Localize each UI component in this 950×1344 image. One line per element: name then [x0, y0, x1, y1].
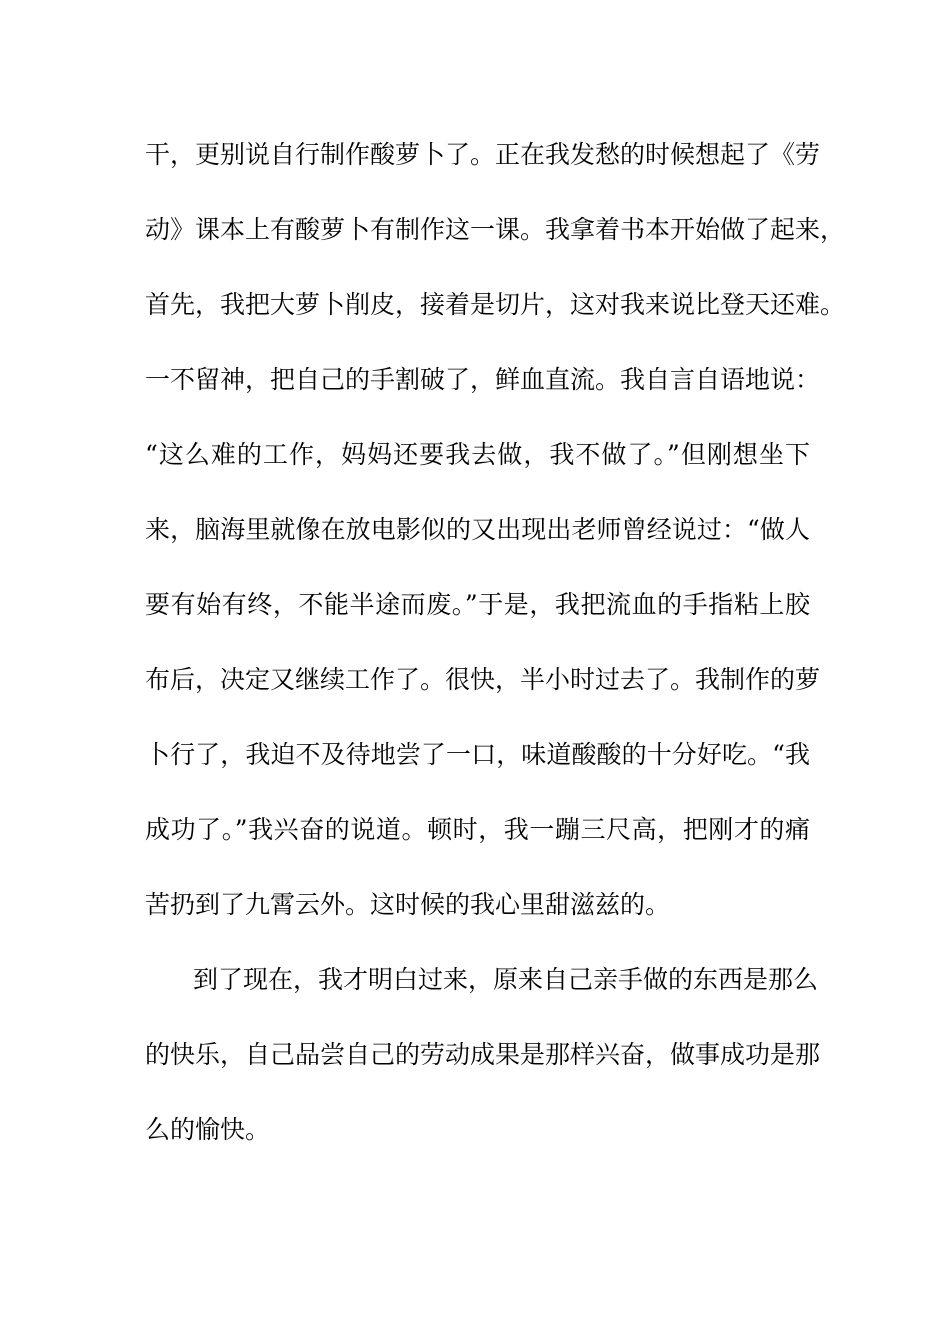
text-line: 首先，我把大萝卜削皮，接着是切片，这对我来说比登天还难。 [145, 290, 846, 319]
text-line: 一不留神，把自己的手割破了，鲜血直流。我自言自语地说： [145, 365, 821, 394]
paragraph-first-line: 到了现在，我才明白过来，原来自己亲手做的东西是那么 [193, 965, 819, 994]
text-line: 的快乐，自己品尝自己的劳动成果是那样兴奋，做事成功是那 [145, 1040, 821, 1069]
text-line: 要有始有终，不能半途而废。”于是，我把流血的手指粘上胶 [145, 590, 810, 619]
text-line: 布后，决定又继续工作了。很快，半小时过去了。我制作的萝 [145, 665, 821, 694]
text-line: 成功了。”我兴奋的说道。顿时，我一蹦三尺高，把刚才的痛 [145, 815, 810, 844]
text-line: 干，更别说自行制作酸萝卜了。正在我发愁的时候想起了《劳 [145, 140, 821, 169]
text-line: 来，脑海里就像在放电影似的又出现出老师曾经说过：“做人 [145, 515, 810, 544]
text-line: 动》课本上有酸萝卜有制作这一课。我拿着书本开始做了起来， [145, 215, 846, 244]
text-line: 卜行了，我迫不及待地尝了一口，味道酸酸的十分好吃。“我 [145, 740, 810, 769]
document-body [145, 132, 846, 1182]
text-line: 么的愉快。 [145, 1115, 271, 1144]
text-line: “这么难的工作，妈妈还要我去做，我不做了。”但刚想坐下 [145, 440, 810, 469]
text-line: 苦扔到了九霄云外。这时候的我心里甜滋兹的。 [145, 890, 671, 919]
